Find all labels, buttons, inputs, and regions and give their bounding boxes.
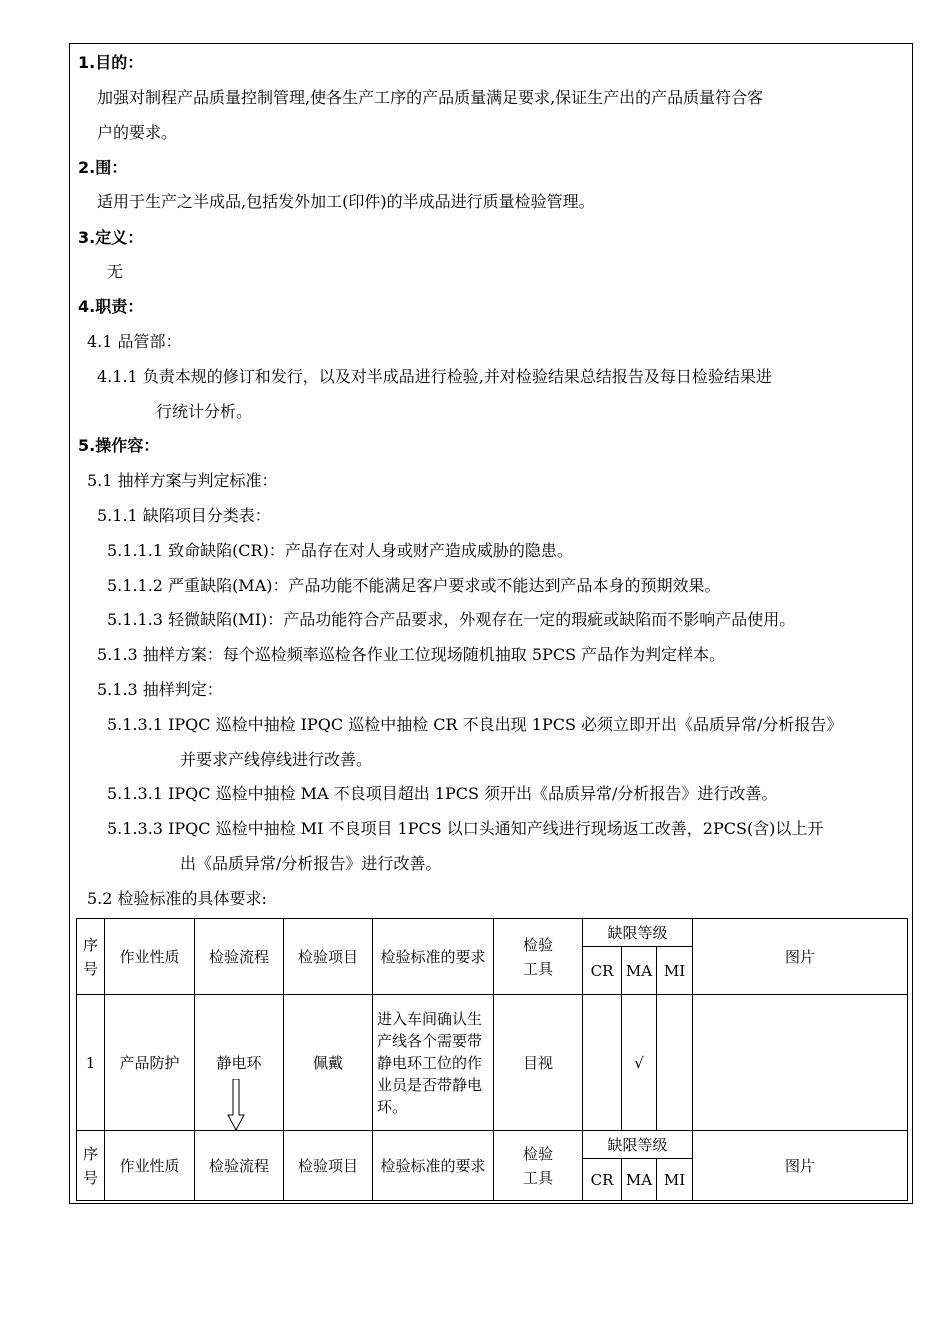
- section-2-body: 适用于生产之半成品,包括发外加工(印件)的半成品进行质量检验管理。: [97, 192, 595, 211]
- section-1-body-line2: 户的要求。: [97, 123, 178, 142]
- row-flow: 静电环: [195, 995, 284, 1131]
- header-seq: 序号: [77, 919, 105, 995]
- header-defect-level: 缺限等级: [583, 1131, 693, 1159]
- section-5-1-3-3-line1: 5.1.3.3 IPQC 巡检中抽检 MI 不良项目 1PCS 以口头通知产线进行现场返工改善，2PCS(含)以上开: [107, 819, 824, 838]
- header-flow: 检验流程: [195, 1131, 284, 1201]
- section-4-1-1-line2: 行统计分析。: [156, 402, 253, 421]
- section-2-title: 2.围：: [78, 158, 128, 177]
- section-4-1-1-line1: 4.1.1 负责本规的修订和发行，以及对半成品进行检验,并对检验结果总结报告及每日检验结果进: [97, 367, 772, 386]
- header-mi: MI: [657, 947, 693, 995]
- section-5-1-1-1: 5.1.1.1 致命缺陷(CR)：产品存在对人身或财产造成威胁的隐患。: [107, 541, 573, 560]
- row-mi: [657, 995, 693, 1131]
- section-5-1-3-3-line2: 出《品质异常/分析报告》进行改善。: [180, 854, 442, 873]
- section-4-title: 4.职责：: [78, 297, 144, 316]
- header-picture: 图片: [693, 919, 908, 995]
- table-header-row: [77, 919, 908, 947]
- header-cr: CR: [583, 1159, 622, 1201]
- section-1-title: 1.目的：: [78, 53, 144, 72]
- row-tool: 目视: [494, 995, 583, 1131]
- table-header-row-repeat: [77, 1131, 908, 1159]
- header-nature: 作业性质: [105, 1131, 195, 1201]
- row-nature: 产品防护: [105, 995, 195, 1131]
- section-5-1-1-3: 5.1.1.3 轻微缺陷(MI)：产品功能符合产品要求，外观存在一定的瑕疵或缺陷而不影响产品使用。: [107, 610, 796, 629]
- header-cr: CR: [583, 947, 622, 995]
- header-standard: 检验标准的要求: [373, 1131, 494, 1201]
- row-standard: 进入车间确认生产线各个需要带静电环工位的作业员是否带静电环。: [373, 995, 494, 1131]
- section-5-title: 5.操作容：: [78, 436, 160, 455]
- section-4-1: 4.1 品管部：: [87, 332, 182, 351]
- header-nature: 作业性质: [105, 919, 195, 995]
- section-5-1-1-2: 5.1.1.2 严重缺陷(MA)：产品功能不能满足客户要求或不能达到产品本身的预期效果。: [107, 576, 721, 595]
- section-5-1-3-judge: 5.1.3 抽样判定：: [97, 680, 223, 699]
- header-flow: 检验流程: [195, 919, 284, 995]
- section-5-1-3-2: 5.1.3.1 IPQC 巡检中抽检 MA 不良项目超出 1PCS 须开出《品质异常/分析报告》进行改善。: [107, 784, 778, 803]
- header-mi: MI: [657, 1159, 693, 1201]
- row-cr: [583, 995, 622, 1131]
- header-ma: MA: [622, 1159, 657, 1201]
- header-item: 检验项目: [284, 919, 373, 995]
- row-item: 佩戴: [284, 995, 373, 1131]
- header-defect-level: 缺限等级: [583, 919, 693, 947]
- table-row: [77, 995, 908, 1131]
- down-arrow-icon: [227, 1079, 245, 1131]
- header-seq: 序号: [77, 1131, 105, 1201]
- section-5-1-1: 5.1.1 缺陷项目分类表：: [97, 506, 271, 525]
- section-1-body-line1: 加强对制程产品质量控制管理,使各生产工序的产品质量满足要求,保证生产出的产品质量符合客: [97, 88, 764, 107]
- section-3-body: 无: [107, 262, 124, 281]
- header-picture: 图片: [693, 1131, 908, 1201]
- header-item: 检验项目: [284, 1131, 373, 1201]
- header-tool: 检验工具: [494, 919, 583, 995]
- section-5-2: 5.2 检验标准的具体要求:: [87, 889, 267, 908]
- inspection-table: [76, 918, 908, 1201]
- header-tool: 检验工具: [494, 1131, 583, 1201]
- document-frame: [69, 43, 913, 1204]
- section-5-1-3-1-line1: 5.1.3.1 IPQC 巡检中抽检 IPQC 巡检中抽检 CR 不良出现 1PCS 必须立即开出《品质异常/分析报告》: [107, 715, 843, 734]
- header-standard: 检验标准的要求: [373, 919, 494, 995]
- section-5-1-3-plan: 5.1.3 抽样方案：每个巡检频率巡检各作业工位现场随机抽取 5PCS 产品作为判定样本。: [97, 645, 726, 664]
- section-5-1-3-1-line2: 并要求产线停线进行改善。: [180, 750, 373, 769]
- section-3-title: 3.定义：: [78, 228, 144, 247]
- section-5-1: 5.1 抽样方案与判定标准：: [87, 471, 278, 490]
- row-ma: √: [622, 995, 657, 1131]
- row-picture: [693, 995, 908, 1131]
- row-seq: 1: [77, 995, 105, 1131]
- header-ma: MA: [622, 947, 657, 995]
